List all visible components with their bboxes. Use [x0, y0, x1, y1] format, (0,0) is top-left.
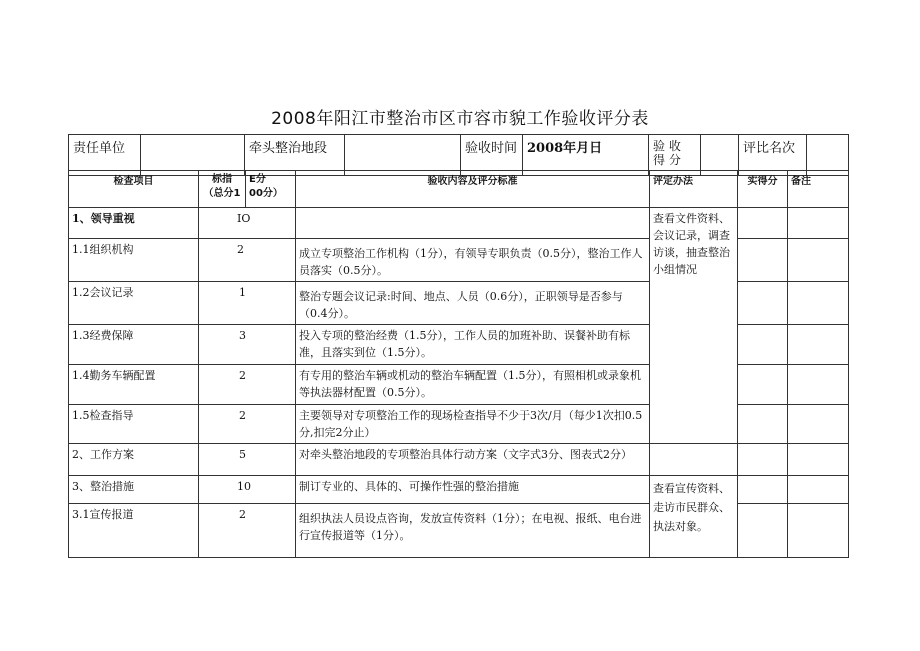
col-std2-line2: 00分）	[249, 188, 283, 199]
actual-score-cell[interactable]	[738, 282, 788, 325]
section-label: 牵头整治地段	[245, 135, 345, 176]
col-actual-header: 实得分	[738, 171, 788, 208]
row-score: 2	[199, 365, 296, 405]
col-std2-header	[246, 171, 296, 208]
row-content	[296, 208, 650, 239]
row-item: 1.3经费保障	[69, 325, 199, 365]
row-item: 1.1组织机构	[69, 239, 199, 282]
row-item: 1.2会议记录	[69, 282, 199, 325]
row-content: 整治专题会议记录:时间、地点、人员（0.6分），正职领导是否参与（0.4分）。	[296, 282, 650, 325]
method-cell-empty	[650, 444, 738, 476]
col-content-header: 验收内容及评分标准	[296, 171, 650, 208]
row-score: 2	[199, 504, 296, 558]
row-content: 有专用的整治车辆或机动的整治车辆配置（1.5分），有照相机或录象机等执法器材配置（0.5分）。	[296, 365, 650, 405]
score-label-line2: 得 分	[653, 153, 681, 167]
col-method-header: 评定办法	[650, 171, 738, 208]
row-score: 2	[199, 405, 296, 444]
row-item: 3、整治措施	[69, 476, 199, 504]
note-cell[interactable]	[788, 208, 849, 239]
row-content: 成立专项整治工作机构（1分），有领导专职负责（0.5分），整治工作人员落实（0.5分）。	[296, 239, 650, 282]
responsible-unit-label: 责任单位	[69, 135, 141, 176]
col-item-header: 检查项目	[69, 171, 199, 208]
row-content: 主要领导对专项整治工作的现场检查指导不少于3次/月（每少1次扣0.5分,扣完2分止）	[296, 405, 650, 444]
method-cell-1: 查看文件资料、会议记录，调查访谈，抽查整治小组情况	[650, 208, 738, 444]
table-row	[69, 476, 849, 504]
rank-label: 评比名次	[739, 135, 807, 176]
note-cell[interactable]	[788, 282, 849, 325]
row-score: 10	[199, 476, 296, 504]
note-cell[interactable]	[788, 504, 849, 558]
row-item: 2、工作方案	[69, 444, 199, 476]
col-std2-line1: E分	[249, 174, 266, 185]
row-item: 1.4勤务车辆配置	[69, 365, 199, 405]
actual-score-cell[interactable]	[738, 504, 788, 558]
time-field[interactable]: 2008年月日	[523, 135, 649, 176]
score-label-line1: 验 收	[653, 139, 681, 153]
row-item: 1.5检查指导	[69, 405, 199, 444]
row-score: 1	[199, 282, 296, 325]
col-std-line1: 标指	[212, 174, 232, 185]
note-cell[interactable]	[788, 476, 849, 504]
row-item: 3.1宣传报道	[69, 504, 199, 558]
row-content: 投入专项的整治经费（1.5分），工作人员的加班补助、误餐补助有标准，且落实到位（1.5分）。	[296, 325, 650, 365]
row-content: 对牵头整治地段的专项整治具体行动方案（文字式3分、图表式2分）	[296, 444, 650, 476]
note-cell[interactable]	[788, 444, 849, 476]
actual-score-cell[interactable]	[738, 444, 788, 476]
actual-score-cell[interactable]	[738, 208, 788, 239]
score-table	[68, 170, 849, 558]
row-score: 3	[199, 325, 296, 365]
row-content: 制订专业的、具体的、可操作性强的整治措施	[296, 476, 650, 504]
table-header-row	[69, 171, 849, 208]
col-std-header	[199, 171, 246, 208]
actual-score-cell[interactable]	[738, 405, 788, 444]
actual-score-cell[interactable]	[738, 239, 788, 282]
note-cell[interactable]	[788, 239, 849, 282]
note-cell[interactable]	[788, 365, 849, 405]
actual-score-cell[interactable]	[738, 365, 788, 405]
page-title: 2008年阳江市整治市区市容市貌工作验收评分表	[271, 109, 649, 129]
row-score: 5	[199, 444, 296, 476]
row-item: 1、领导重视	[69, 208, 199, 239]
actual-score-cell[interactable]	[738, 476, 788, 504]
note-cell[interactable]	[788, 325, 849, 365]
time-label: 验收时间	[461, 135, 523, 176]
table-row	[69, 444, 849, 476]
row-content: 组织执法人员设点咨询，发放宣传资料（1分）；在电视、报纸、电台进行宣传报道等（1分）。	[296, 504, 650, 558]
col-note-header: 备注	[788, 171, 849, 208]
actual-score-cell[interactable]	[738, 325, 788, 365]
note-cell[interactable]	[788, 405, 849, 444]
method-cell-2: 查看宣传资料、走访市民群众、执法对象。	[650, 476, 738, 558]
col-std-line2: （总分1	[203, 188, 241, 199]
row-score: IO	[199, 208, 296, 239]
row-score: 2	[199, 239, 296, 282]
table-row	[69, 208, 849, 239]
